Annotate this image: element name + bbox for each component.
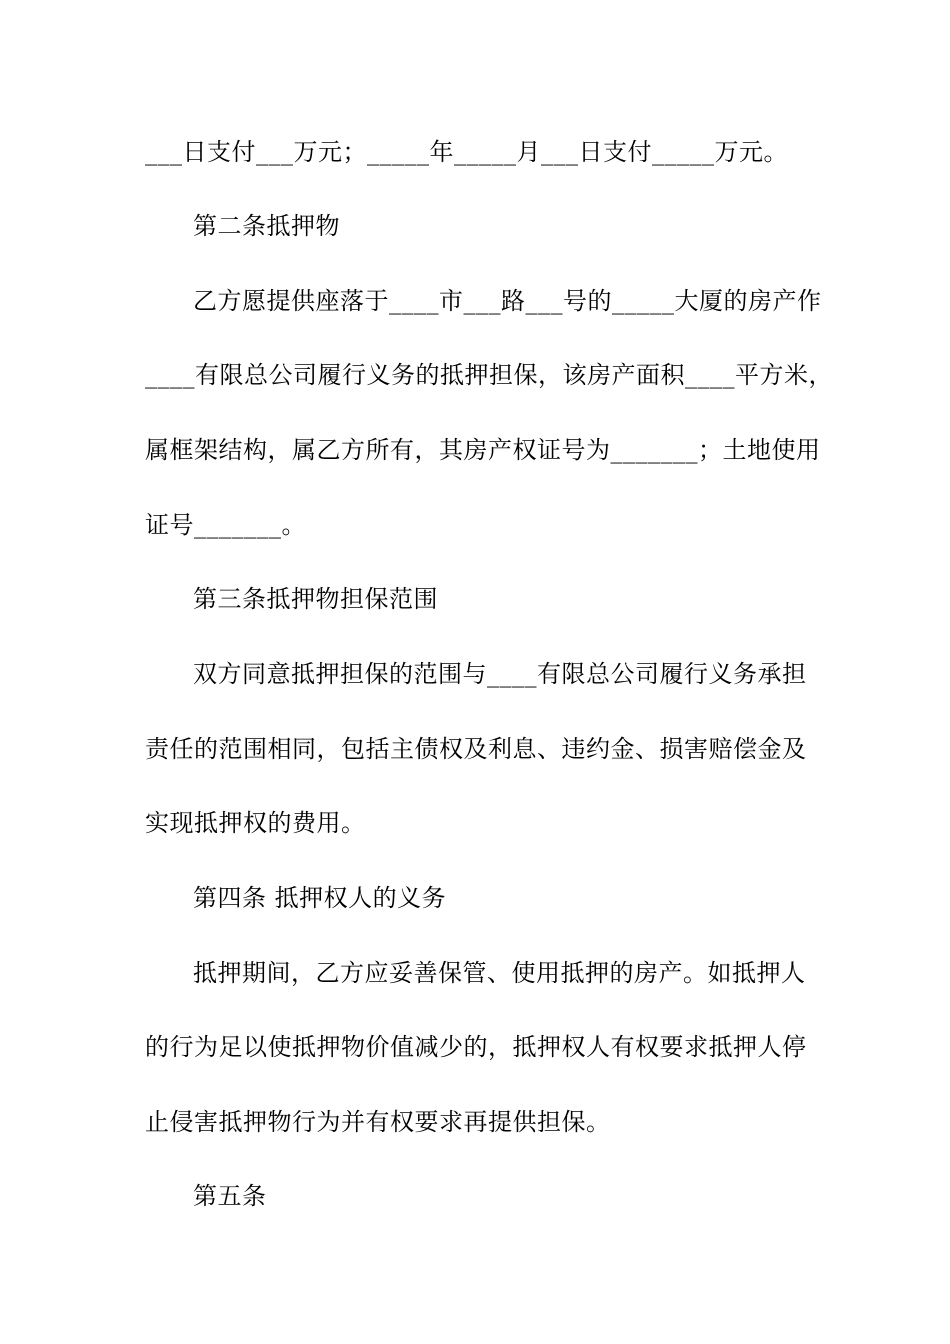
article-3-text-line-2: 责任的范围相同，包括主债权及利息、违约金、损害赔偿金及 <box>145 735 807 763</box>
payment-schedule-line: ___日支付___万元；_____年_____月___日支付_____万元。 <box>145 138 788 166</box>
article-2-text-line-1: 乙方愿提供座落于____市___路___号的_____大厦的房产作 <box>193 287 822 315</box>
article-4-text-line-3: 止侵害抵押物行为并有权要求再提供担保。 <box>145 1108 611 1136</box>
article-5-heading: 第五条 <box>193 1182 267 1210</box>
article-2-text-line-3: 属框架结构，属乙方所有，其房产权证号为_______；土地使用 <box>145 436 821 464</box>
article-2-text-line-2: ____有限总公司履行义务的抵押担保，该房产面积____平方米， <box>145 361 833 389</box>
article-4-heading: 第四条 抵押权人的义务 <box>193 884 447 912</box>
article-2-text-line-4: 证号_______。 <box>145 511 306 539</box>
article-3-text-line-1: 双方同意抵押担保的范围与____有限总公司履行义务承担 <box>193 660 807 688</box>
article-4-text-line-2: 的行为足以使抵押物价值减少的，抵押权人有权要求抵押人停 <box>145 1033 807 1061</box>
article-3-text-line-3: 实现抵押权的费用。 <box>145 809 366 837</box>
article-3-heading: 第三条抵押物担保范围 <box>193 585 438 613</box>
article-2-heading: 第二条抵押物 <box>193 212 340 240</box>
article-4-text-line-1: 抵押期间，乙方应妥善保管、使用抵押的房产。如抵押人 <box>193 959 806 987</box>
